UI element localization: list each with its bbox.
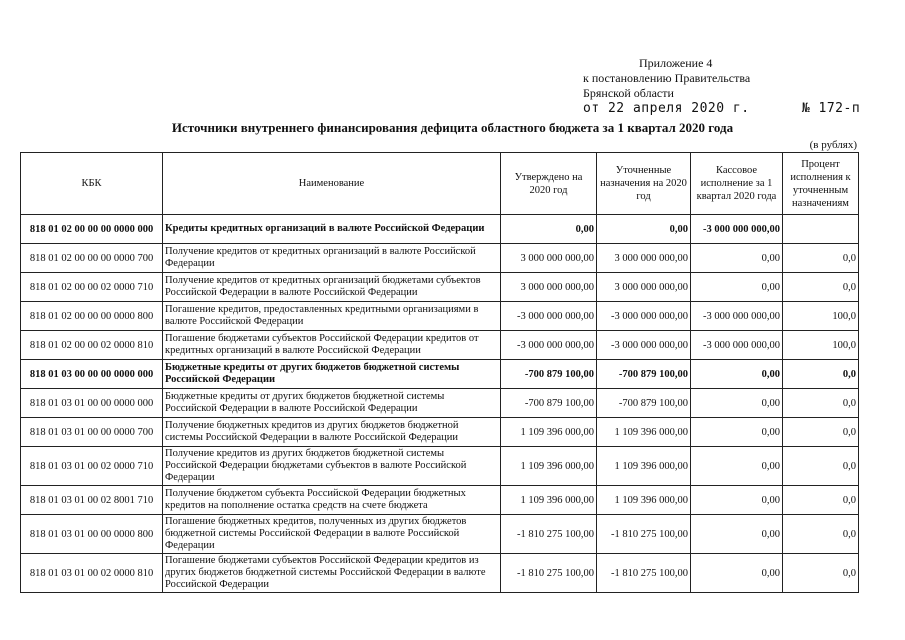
- cell-revised: 1 109 396 000,00: [597, 447, 691, 486]
- header-name: Наименование: [163, 153, 501, 215]
- header-revised: Уточненные назначения на 2020 год: [597, 153, 691, 215]
- cell-percent: 0,0: [783, 389, 859, 418]
- cell-revised: 0,00: [597, 215, 691, 244]
- cell-name: Получение кредитов от кредитных организаций в валюте Российской Федерации: [163, 244, 501, 273]
- cell-approved: -1 810 275 100,00: [501, 554, 597, 593]
- cell-kbk: 818 01 03 01 00 00 0000 700: [21, 418, 163, 447]
- cell-revised: -3 000 000 000,00: [597, 331, 691, 360]
- cell-name: Погашение бюджетами субъектов Российской Федерации кредитов из других бюджетов бюджетной системы Российской Федерации в валюте Российской Федерации: [163, 554, 501, 593]
- cell-name: Кредиты кредитных организаций в валюте Российской Федерации: [163, 215, 501, 244]
- appendix-title: Приложение 4: [639, 56, 713, 70]
- cell-revised: -1 810 275 100,00: [597, 554, 691, 593]
- table-row: [21, 273, 859, 302]
- cell-revised: -3 000 000 000,00: [597, 302, 691, 331]
- appendix-region: Брянской области: [583, 86, 674, 100]
- header-kbk: КБК: [21, 153, 163, 215]
- cell-approved: -3 000 000 000,00: [501, 331, 597, 360]
- cell-cash: 0,00: [691, 554, 783, 593]
- table-header-row: [21, 153, 859, 215]
- appendix-date-number: [583, 101, 860, 116]
- table-row: [21, 244, 859, 273]
- cell-percent: 100,0: [783, 331, 859, 360]
- cell-revised: 3 000 000 000,00: [597, 273, 691, 302]
- cell-revised: -1 810 275 100,00: [597, 515, 691, 554]
- cell-kbk: 818 01 02 00 00 00 0000 700: [21, 244, 163, 273]
- cell-name: Получение бюджетом субъекта Российской Федерации бюджетных кредитов на пополнение остатка средств на счете бюджета: [163, 486, 501, 515]
- cell-name: Бюджетные кредиты от других бюджетов бюджетной системы Российской Федерации в валюте Российской Федерации: [163, 389, 501, 418]
- cell-kbk: 818 01 02 00 00 02 0000 710: [21, 273, 163, 302]
- cell-approved: -700 879 100,00: [501, 360, 597, 389]
- cell-kbk: 818 01 03 01 00 02 0000 710: [21, 447, 163, 486]
- date-prefix: от: [583, 101, 600, 116]
- cell-kbk: 818 01 03 01 00 00 0000 800: [21, 515, 163, 554]
- cell-name: Погашение кредитов, предоставленных кредитными организациями в валюте Российской Федерации: [163, 302, 501, 331]
- header-percent: Процент исполнения к уточненным назначениям: [783, 153, 859, 215]
- cell-percent: 0,0: [783, 418, 859, 447]
- cell-approved: 1 109 396 000,00: [501, 447, 597, 486]
- units-note: (в рублях): [809, 139, 857, 151]
- appendix-block: [583, 56, 860, 116]
- appendix-decree: к постановлению Правительства: [583, 71, 751, 85]
- cell-approved: 3 000 000 000,00: [501, 244, 597, 273]
- cell-revised: -700 879 100,00: [597, 389, 691, 418]
- table-row: [21, 331, 859, 360]
- cell-name: Получение бюджетных кредитов из других бюджетов бюджетной системы Российской Федерации в валюте Российской Федерации: [163, 418, 501, 447]
- cell-kbk: 818 01 02 00 00 00 0000 000: [21, 215, 163, 244]
- cell-kbk: 818 01 03 01 00 00 0000 000: [21, 389, 163, 418]
- cell-kbk: 818 01 02 00 00 00 0000 800: [21, 302, 163, 331]
- cell-name: Погашение бюджетных кредитов, полученных из других бюджетов бюджетной системы Российской Федерации в валюте Российской Федерации: [163, 515, 501, 554]
- table-row: [21, 302, 859, 331]
- number-label: №: [801, 101, 811, 116]
- cell-approved: 1 109 396 000,00: [501, 486, 597, 515]
- cell-percent: 0,0: [783, 244, 859, 273]
- cell-name: Получение кредитов от кредитных организаций бюджетами субъектов Российской Федерации в валюте Российской Федерации: [163, 273, 501, 302]
- cell-kbk: 818 01 03 01 00 02 0000 810: [21, 554, 163, 593]
- cell-cash: -3 000 000 000,00: [691, 302, 783, 331]
- header-cash: Кассовое исполнение за 1 квартал 2020 года: [691, 153, 783, 215]
- cell-cash: 0,00: [691, 389, 783, 418]
- cell-revised: -700 879 100,00: [597, 360, 691, 389]
- cell-approved: 0,00: [501, 215, 597, 244]
- cell-percent: [783, 215, 859, 244]
- cell-kbk: 818 01 03 01 00 02 8001 710: [21, 486, 163, 515]
- cell-cash: 0,00: [691, 447, 783, 486]
- cell-percent: 0,0: [783, 360, 859, 389]
- cell-percent: 0,0: [783, 273, 859, 302]
- table-row: [21, 360, 859, 389]
- document-title: Источники внутреннего финансирования дефицита областного бюджета за 1 квартал 2020 года: [171, 120, 734, 135]
- cell-approved: 3 000 000 000,00: [501, 273, 597, 302]
- cell-name: Получение кредитов из других бюджетов бюджетной системы Российской Федерации бюджетами субъектов в валюте Российской Федерации: [163, 447, 501, 486]
- cell-revised: 3 000 000 000,00: [597, 244, 691, 273]
- financing-table: [20, 152, 859, 593]
- cell-cash: -3 000 000 000,00: [691, 331, 783, 360]
- cell-percent: 0,0: [783, 515, 859, 554]
- cell-approved: -700 879 100,00: [501, 389, 597, 418]
- cell-revised: 1 109 396 000,00: [597, 418, 691, 447]
- table-row: [21, 515, 859, 554]
- table-row: [21, 389, 859, 418]
- header-approved: Утверждено на 2020 год: [501, 153, 597, 215]
- cell-kbk: 818 01 03 00 00 00 0000 000: [21, 360, 163, 389]
- cell-percent: 0,0: [783, 554, 859, 593]
- cell-cash: 0,00: [691, 418, 783, 447]
- table-row: [21, 418, 859, 447]
- table-row: [21, 554, 859, 593]
- cell-name: Погашение бюджетами субъектов Российской Федерации кредитов от кредитных организаций в валюте Российской Федерации: [163, 331, 501, 360]
- table-row: [21, 447, 859, 486]
- cell-cash: 0,00: [691, 515, 783, 554]
- cell-cash: 0,00: [691, 360, 783, 389]
- cell-cash: 0,00: [691, 273, 783, 302]
- table-row: [21, 215, 859, 244]
- cell-approved: -3 000 000 000,00: [501, 302, 597, 331]
- cell-approved: 1 109 396 000,00: [501, 418, 597, 447]
- cell-approved: -1 810 275 100,00: [501, 515, 597, 554]
- cell-cash: 0,00: [691, 244, 783, 273]
- cell-percent: 0,0: [783, 486, 859, 515]
- decree-number: 172-п: [818, 101, 861, 116]
- decree-date: 22 апреля 2020 г.: [607, 101, 750, 116]
- cell-kbk: 818 01 02 00 00 02 0000 810: [21, 331, 163, 360]
- cell-revised: 1 109 396 000,00: [597, 486, 691, 515]
- cell-name: Бюджетные кредиты от других бюджетов бюджетной системы Российской Федерации: [163, 360, 501, 389]
- cell-percent: 0,0: [783, 447, 859, 486]
- table-row: [21, 486, 859, 515]
- cell-cash: 0,00: [691, 486, 783, 515]
- cell-percent: 100,0: [783, 302, 859, 331]
- cell-cash: -3 000 000 000,00: [691, 215, 783, 244]
